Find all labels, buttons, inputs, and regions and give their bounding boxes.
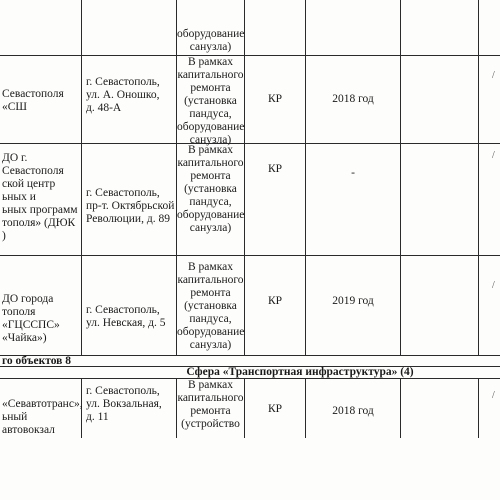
work-type-cell: КР (267, 163, 283, 175)
scan-mark: / (492, 150, 495, 161)
measures-cell: оборудование санузла) (177, 28, 245, 53)
scan-mark: / (492, 390, 495, 401)
section-header: Сфера «Транспортная инфраструктура» (4) (186, 366, 414, 378)
year-cell: 2018 год (332, 93, 374, 105)
work-type-cell: КР (267, 403, 283, 415)
measures-cell: В рамках капитального ремонта (устройство (177, 379, 244, 430)
year-cell: 2018 год (332, 405, 374, 417)
measures-cell: В рамках капитального ремонта (установка пандуса, оборудование санузла) (177, 56, 245, 146)
work-type-cell: КР (267, 93, 283, 105)
object-name-cell: Севастополя «СШ (2, 88, 64, 113)
column-divider (81, 0, 82, 355)
row-divider (0, 143, 500, 144)
row-divider (0, 355, 500, 356)
address-cell: г. Севастополь, ул. Невская, д. 5 (86, 304, 166, 329)
scan-mark: / (492, 70, 495, 81)
measures-cell: В рамках капитального ремонта (установка пандуса, оборудование санузла) (177, 144, 245, 234)
object-name-cell: ДО города тополя «ГЦССПС» «Чайка») (2, 293, 60, 344)
year-cell: 2019 год (332, 295, 374, 307)
subtotal-label: го объектов 8 (2, 355, 72, 367)
object-name-cell: ДО г. Севастополя ской центр ьных и ьных программ тополя» (ДЮК ) (2, 152, 78, 242)
address-cell: г. Севастополь, ул. А. Оношко, д. 48-А (86, 76, 160, 114)
column-divider (400, 378, 401, 438)
work-type-cell: КР (267, 295, 283, 307)
year-cell: - (351, 167, 355, 179)
row-divider (0, 55, 500, 56)
measures-cell: В рамках капитального ремонта (установка пандуса, оборудование санузла) (177, 261, 245, 351)
address-cell: г. Севастополь, пр-т. Октябрьской Революции, д. 89 (86, 187, 175, 225)
scan-mark: / (492, 280, 495, 291)
address-cell: г. Севастополь, ул. Вокзальная, д. 11 (86, 385, 162, 423)
column-divider (400, 0, 401, 355)
object-name-cell: «Севавтотранс», ьный автовокзал (2, 398, 83, 436)
row-divider (0, 255, 500, 256)
column-divider (478, 378, 479, 438)
column-divider (478, 0, 479, 355)
